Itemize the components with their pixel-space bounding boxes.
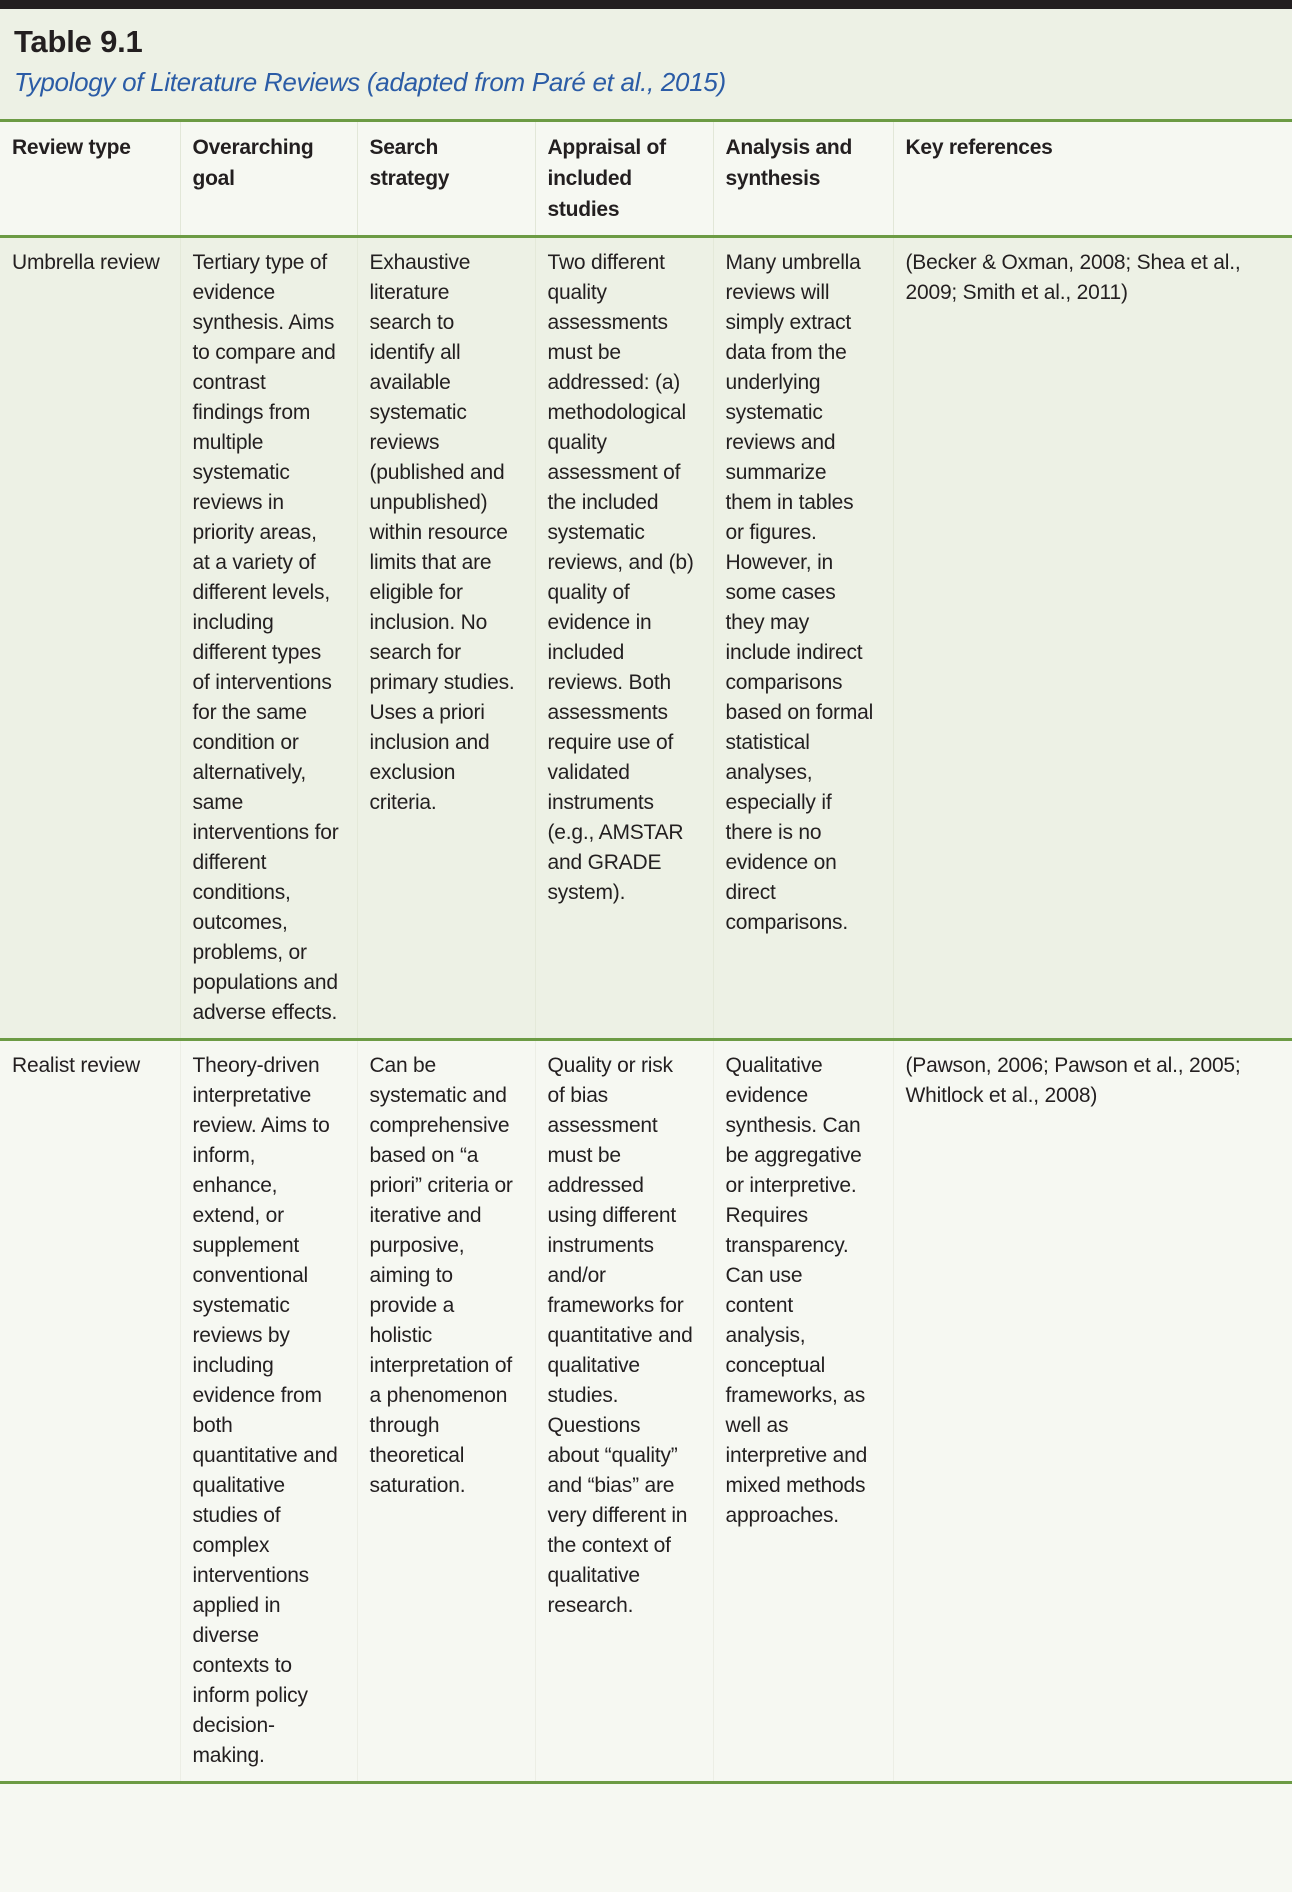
column-header-overarching-goal: Overarching goal [180, 121, 357, 237]
cell-search-strategy: Can be systematic and comprehensive based on “a priori” criteria or iterative and purposive, aiming to provide a holistic interpretation of a phenomenon through theoretical saturation. [357, 1040, 535, 1783]
column-header-analysis-synthesis: Analysis and synthesis [713, 121, 893, 237]
cell-analysis-synthesis: Qualitative evidence synthesis. Can be aggregative or interpretive. Requires transparency. Can use content analysis, conceptual frameworks, as well as interpretive and mixed methods approaches. [713, 1040, 893, 1783]
cell-search-strategy: Exhaustive literature search to identify all available systematic reviews (published and unpublished) within resource limits that are eligible for inclusion. No search for primary studies. Uses a priori inclusion and exclusion criteria. [357, 237, 535, 1040]
table-header [0, 121, 1292, 237]
column-header-search-strategy: Search strategy [357, 121, 535, 237]
table-body [0, 237, 1292, 1783]
column-header-appraisal: Appraisal of included studies [535, 121, 713, 237]
cell-review-type: Realist review [0, 1040, 180, 1783]
table-row [0, 1040, 1292, 1783]
cell-key-references: (Pawson, 2006; Pawson et al., 2005; Whitlock et al., 2008) [893, 1040, 1292, 1783]
cell-appraisal: Two different quality assessments must be addressed: (a) methodological quality assessment of the included systematic reviews, and (b) quality of evidence in included reviews. Both assessments require use of validated instruments (e.g., AMSTAR and GRADE system). [535, 237, 713, 1040]
cell-review-type: Umbrella review [0, 237, 180, 1040]
column-header-review-type: Review type [0, 121, 180, 237]
cell-appraisal: Quality or risk of bias assessment must be addressed using different instruments and/or frameworks for quantitative and qualitative studies. Questions about “quality” and “bias” are very different in the context of qualitative research. [535, 1040, 713, 1783]
cell-overarching-goal: Theory-driven interpretative review. Aims to inform, enhance, extend, or supplement conventional systematic reviews by including evidence from both quantitative and qualitative studies of complex interventions applied in diverse contexts to inform policy decision-making. [180, 1040, 357, 1783]
table-header-row [0, 121, 1292, 237]
column-header-key-references: Key references [893, 121, 1292, 237]
cell-key-references: (Becker & Oxman, 2008; Shea et al., 2009; Smith et al., 2011) [893, 237, 1292, 1040]
cell-analysis-synthesis: Many umbrella reviews will simply extract data from the underlying systematic reviews and summarize them in tables or figures. However, in some cases they may include indirect comparisons based on formal statistical analyses, especially if there is no evidence on direct comparisons. [713, 237, 893, 1040]
top-black-bar [0, 0, 1292, 9]
table-caption-block [0, 9, 1292, 119]
table-title: Typology of Literature Reviews (adapted from Paré et al., 2015) [14, 67, 726, 97]
table-number: Table 9.1 [14, 24, 143, 59]
typology-table [0, 119, 1292, 1784]
table-row [0, 237, 1292, 1040]
cell-overarching-goal: Tertiary type of evidence synthesis. Aims to compare and contrast findings from multiple systematic reviews in priority areas, at a variety of different levels, including different types of interventions for the same condition or alternatively, same interventions for different conditions, outcomes, problems, or populations and adverse effects. [180, 237, 357, 1040]
